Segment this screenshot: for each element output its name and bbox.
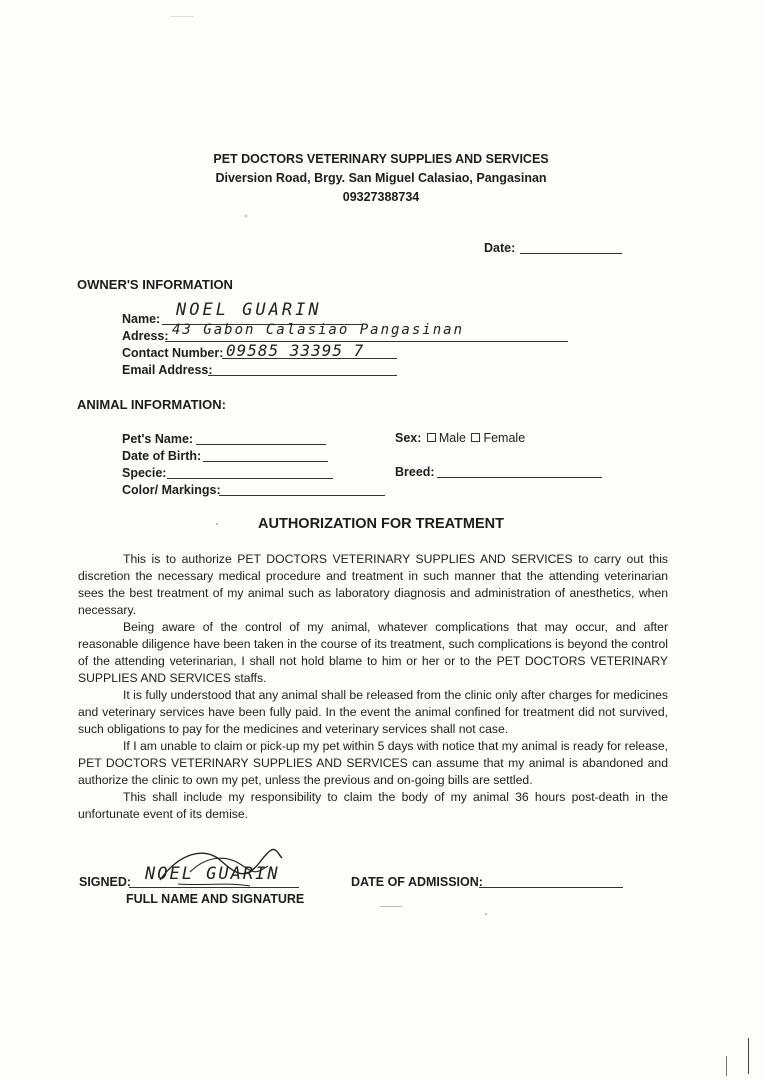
breed-field[interactable] [437, 477, 602, 478]
authorization-paragraph: This shall include my responsibility to claim the body of my animal 36 hours post-death in the unfortunate event of its demise. [78, 790, 668, 821]
contact-number-label: Contact Number: [122, 346, 224, 360]
contact-number-handwritten: 09585 33395 7 [226, 341, 365, 360]
dob-label: Date of Birth: [122, 449, 202, 463]
email-field[interactable] [208, 375, 397, 376]
specie-field[interactable] [167, 478, 333, 479]
breed-label: Breed: [395, 465, 435, 479]
female-checkbox[interactable] [471, 433, 480, 442]
date-of-admission-label: DATE OF ADMISSION: [351, 875, 483, 889]
signature-handwritten: NOEL GUARIN [145, 864, 280, 884]
scan-smudge [380, 906, 402, 907]
full-name-signature-label: FULL NAME AND SIGNATURE [126, 892, 305, 906]
owner-name-label: Name: [122, 312, 161, 326]
pet-name-field[interactable] [196, 444, 326, 445]
authorization-body [78, 551, 668, 823]
authorization-title: AUTHORIZATION FOR TREATMENT [258, 516, 504, 532]
authorization-paragraph: It is fully understood that any animal shall be released from the clinic only after charges for medicines and veterinary services have been fully paid. In the event the animal confined for treatment did not survived, such obligations to pay for the medicines and veterinary services shall not case. [78, 688, 668, 736]
authorization-paragraph: This is to authorize PET DOCTORS VETERINARY SUPPLIES AND SERVICES to carry out this discretion the necessary medical procedure and treatment in such manner that the attending veterinarian sees the best treatment of my animal such as laboratory diagnosis and administration of anesthetics, when necessary. [78, 552, 668, 617]
specie-label: Specie: [122, 466, 167, 480]
owner-name-handwritten: NOEL GUARIN [176, 300, 322, 320]
email-label: Email Address: [122, 363, 213, 377]
company-address: Diversion Road, Brgy. San Miguel Calasiao, Pangasinan [215, 171, 547, 185]
male-label: Male [438, 431, 466, 445]
owner-address-label: Adress: [122, 329, 169, 343]
color-markings-label: Color/ Markings: [122, 483, 221, 497]
authorization-paragraph: Being aware of the control of my animal, whatever complications that may occur, and after reasonable diligence have been taken in the course of its treatment, such complications is beyond the control of the attending veterinarian, I shall not hold blame to him or her or to the PET DOCTORS VETERINARY SUPPLIES AND SERVICES staffs. [78, 620, 668, 685]
date-label: Date: [484, 241, 516, 255]
sex-label: Sex: [395, 431, 422, 445]
scan-edge-mark [726, 1056, 727, 1076]
scan-smudge [170, 16, 194, 17]
dob-field[interactable] [203, 461, 328, 462]
signed-label: SIGNED: [79, 875, 132, 889]
male-checkbox[interactable] [427, 433, 436, 442]
owner-section-title: OWNER'S INFORMATION [77, 277, 233, 292]
date-of-admission-field[interactable] [479, 887, 623, 888]
company-name: PET DOCTORS VETERINARY SUPPLIES AND SERVICES [213, 152, 549, 166]
scan-speck [216, 523, 218, 525]
date-field[interactable] [520, 253, 622, 254]
scan-edge-mark [748, 1038, 749, 1074]
signature-scribble [150, 842, 290, 892]
animal-section-title: ANIMAL INFORMATION: [77, 397, 226, 412]
color-markings-field[interactable] [219, 495, 385, 496]
owner-address-handwritten: 43 Gabon Calasiao Pangasinan [172, 322, 465, 338]
female-label: Female [483, 431, 526, 445]
scan-speck [245, 215, 247, 217]
company-phone: 09327388734 [342, 190, 420, 204]
scan-speck [485, 913, 487, 915]
pet-name-label: Pet's Name: [122, 432, 194, 446]
letterhead [0, 150, 762, 207]
sex-row [395, 431, 525, 445]
authorization-paragraph: If I am unable to claim or pick-up my pet within 5 days with notice that my animal is ready for release, PET DOCTORS VETERINARY SUPPLIES AND SERVICES can assume that my animal is abandoned and authorize the clinic to own my pet, unless the previous and on-going bills are settled. [78, 739, 668, 787]
